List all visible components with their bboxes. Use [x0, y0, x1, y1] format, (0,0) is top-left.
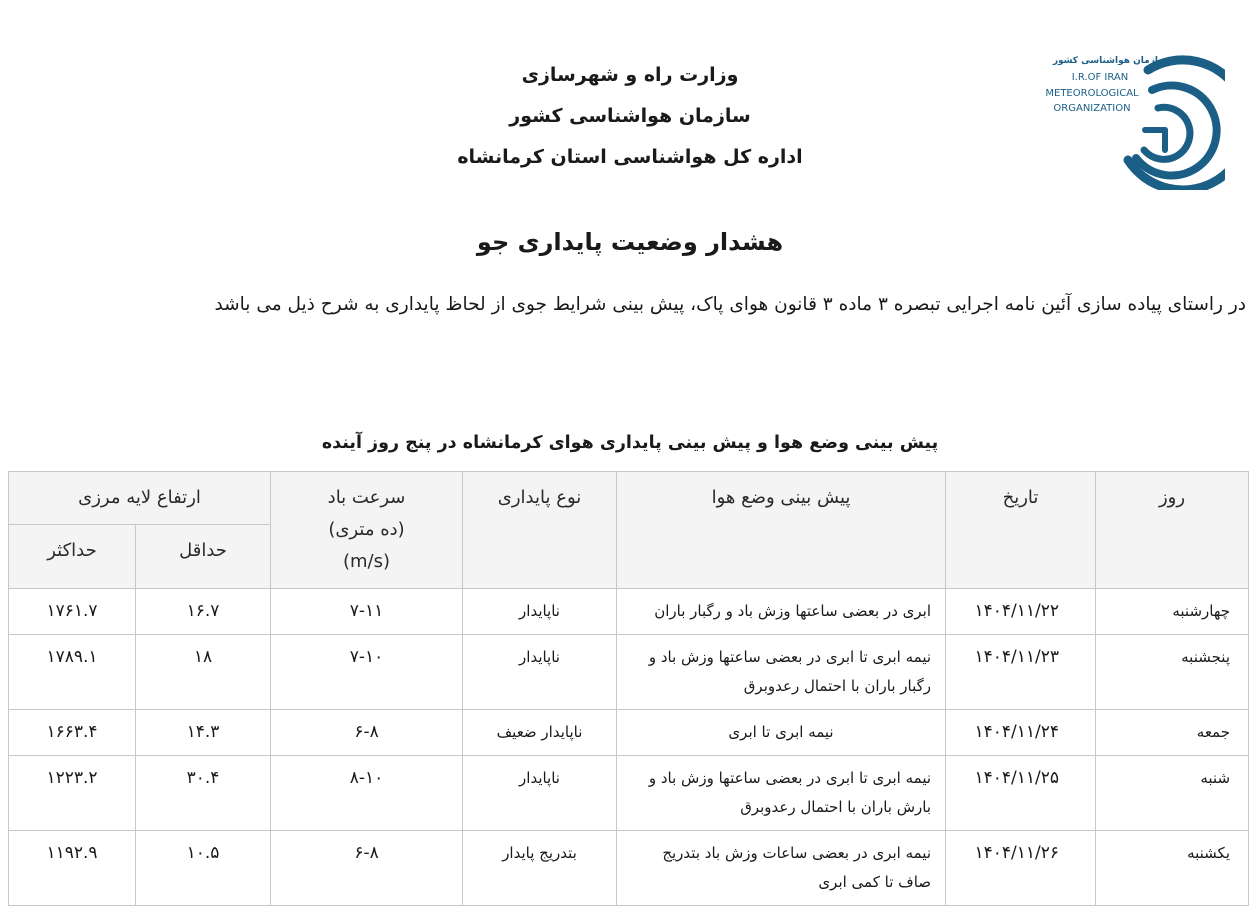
organization-name: سازمان هواشناسی کشور — [509, 105, 751, 127]
cell-stability: ناپایدار — [463, 756, 617, 831]
header-wind-height: (ده متری) — [328, 519, 405, 540]
document-title: هشدار وضعیت پایداری جو — [476, 228, 784, 256]
cell-day: شنبه — [1096, 756, 1249, 831]
header-weather: پیش بینی وضع هوا — [617, 472, 946, 589]
cell-wind: ۸-۱۰ — [271, 756, 463, 831]
table-title: پیش بینی وضع هوا و پیش بینی پایداری هوای کرمانشاه در پنج روز آینده — [321, 433, 939, 453]
cell-wind: ۶-۸ — [271, 710, 463, 756]
header-stability: نوع پایداری — [463, 472, 617, 589]
cell-weather: نیمه ابری تا ابری در بعضی ساعتها وزش باد و رگبار باران با احتمال رعدوبرق — [617, 635, 946, 710]
cell-weather: نیمه ابری تا ابری در بعضی ساعتها وزش باد و بارش باران با احتمال رعدوبرق — [617, 756, 946, 831]
meteorological-organization-logo — [1030, 50, 1225, 190]
cell-day: جمعه — [1096, 710, 1249, 756]
cell-date: ۱۴۰۴/۱۱/۲۲ — [946, 589, 1096, 635]
cell-max: ۱۱۹۲.۹ — [9, 831, 136, 906]
cell-wind: ۶-۸ — [271, 831, 463, 906]
cell-stability: ناپایدار — [463, 589, 617, 635]
table-row — [9, 589, 1249, 635]
cell-max: ۱۶۶۳.۴ — [9, 710, 136, 756]
cell-day: پنجشنبه — [1096, 635, 1249, 710]
cell-wind: ۷-۱۰ — [271, 635, 463, 710]
cell-date: ۱۴۰۴/۱۱/۲۳ — [946, 635, 1096, 710]
header-wind — [271, 472, 463, 589]
svg-text:I.R.OF IRAN: I.R.OF IRAN — [1071, 72, 1129, 83]
cell-max: ۱۷۶۱.۷ — [9, 589, 136, 635]
cell-min: ۱۶.۷ — [136, 589, 271, 635]
cell-weather: نیمه ابری در بعضی ساعات وزش باد بتدریج صاف تا کمی ابری — [617, 831, 946, 906]
svg-text:ORGANIZATION: ORGANIZATION — [1053, 103, 1131, 114]
table-row — [9, 635, 1249, 710]
cell-min: ۱۸ — [136, 635, 271, 710]
cell-min: ۱۴.۳ — [136, 710, 271, 756]
svg-text:سازمان هواشناسی کشور: سازمان هواشناسی کشور — [1052, 56, 1168, 66]
svg-text:METEOROLOGICAL: METEOROLOGICAL — [1045, 88, 1139, 99]
letterhead — [330, 55, 930, 178]
forecast-table — [8, 471, 1249, 906]
cell-day: چهارشنبه — [1096, 589, 1249, 635]
cell-min: ۱۰.۵ — [136, 831, 271, 906]
cell-date: ۱۴۰۴/۱۱/۲۴ — [946, 710, 1096, 756]
table-row — [9, 710, 1249, 756]
cell-max: ۱۲۲۳.۲ — [9, 756, 136, 831]
cell-stability: ناپایدار — [463, 635, 617, 710]
header-date: تاریخ — [946, 472, 1096, 589]
cell-date: ۱۴۰۴/۱۱/۲۵ — [946, 756, 1096, 831]
header-wind-unit: (m/s) — [342, 551, 391, 572]
header-day: روز — [1096, 472, 1249, 589]
cell-wind: ۷-۱۱ — [271, 589, 463, 635]
header-min: حداقل — [136, 525, 271, 589]
intro-paragraph: در راستای پیاده سازی آئین نامه اجرایی تبصره ۳ ماده ۳ قانون هوای پاک، پیش بینی شرایط جوی از لحاظ پایداری به شرح ذیل می باشد — [214, 294, 1246, 315]
cell-weather: نیمه ابری تا ابری — [617, 710, 946, 756]
table-row — [9, 756, 1249, 831]
header-wind-title: سرعت باد — [327, 487, 406, 508]
cell-stability: ناپایدار ضعیف — [463, 710, 617, 756]
header-boundary-layer: ارتفاع لایه مرزی — [9, 472, 271, 525]
ministry-name: وزارت راه و شهرسازی — [521, 64, 739, 86]
department-name: اداره کل هواشناسی استان کرمانشاه — [457, 146, 803, 168]
cell-day: یکشنبه — [1096, 831, 1249, 906]
table-row — [9, 831, 1249, 906]
cell-stability: بتدریج پایدار — [463, 831, 617, 906]
cell-weather: ابری در بعضی ساعتها وزش باد و رگبار باران — [617, 589, 946, 635]
cell-max: ۱۷۸۹.۱ — [9, 635, 136, 710]
cell-min: ۳۰.۴ — [136, 756, 271, 831]
cell-date: ۱۴۰۴/۱۱/۲۶ — [946, 831, 1096, 906]
header-max: حداکثر — [9, 525, 136, 589]
